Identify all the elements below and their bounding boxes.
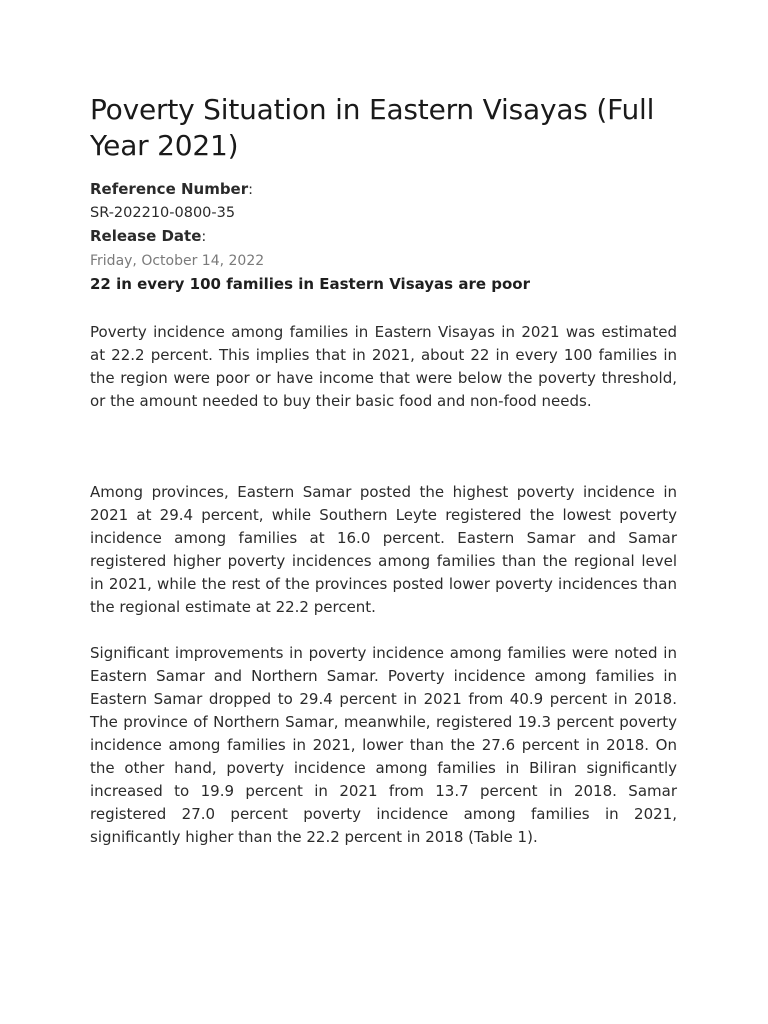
reference-number-row <box>90 178 677 202</box>
paragraph: Significant improvements in poverty incidence among families were noted in Eastern Samar and Northern Samar. Poverty incidence among families in Eastern Samar dropped to 29.4 percent in 2021 from 40.9 percent in 2018. The province of Northern Samar, meanwhile, registered 19.3 percent poverty incidence among families in 2021, lower than the 27.6 percent in 2018. On the other hand, poverty incidence among families in Biliran significantly increased to 19.9 percent in 2021 from 13.7 percent in 2018. Samar registered 27.0 percent poverty incidence among families in 2021, significantly higher than the 22.2 percent in 2018 (Table 1). <box>90 644 677 846</box>
paragraph: Among provinces, Eastern Samar posted the highest poverty incidence in 2021 at 29.4 percent, while Southern Leyte registered the lowest poverty incidence among families at 16.0 percent. Eastern Samar and Samar registered higher poverty incidences among families than the regional level in 2021, while the rest of the provinces posted lower poverty incidences than the regional estimate at 22.2 percent. <box>90 483 677 616</box>
document-body <box>90 92 677 849</box>
paragraph: Poverty incidence among families in Eastern Visayas in 2021 was estimated at 22.2 percent. This implies that in 2021, about 22 in every 100 families in the region were poor or have income that were below the poverty threshold, or the amount needed to buy their basic food and non-food needs. <box>90 323 677 410</box>
reference-number-colon: : <box>248 182 254 198</box>
headline: 22 in every 100 families in Eastern Visayas are poor <box>90 275 530 293</box>
release-date-colon: : <box>201 229 207 245</box>
reference-number-label: Reference Number <box>90 180 249 198</box>
release-date-label: Release Date <box>90 227 202 245</box>
reference-number-value: SR-202210-0800-35 <box>90 205 236 221</box>
release-date-value: Friday, October 14, 2022 <box>90 253 265 269</box>
page-title: Poverty Situation in Eastern Visayas (Full Year 2021) <box>90 93 655 162</box>
release-date-row <box>90 225 677 249</box>
